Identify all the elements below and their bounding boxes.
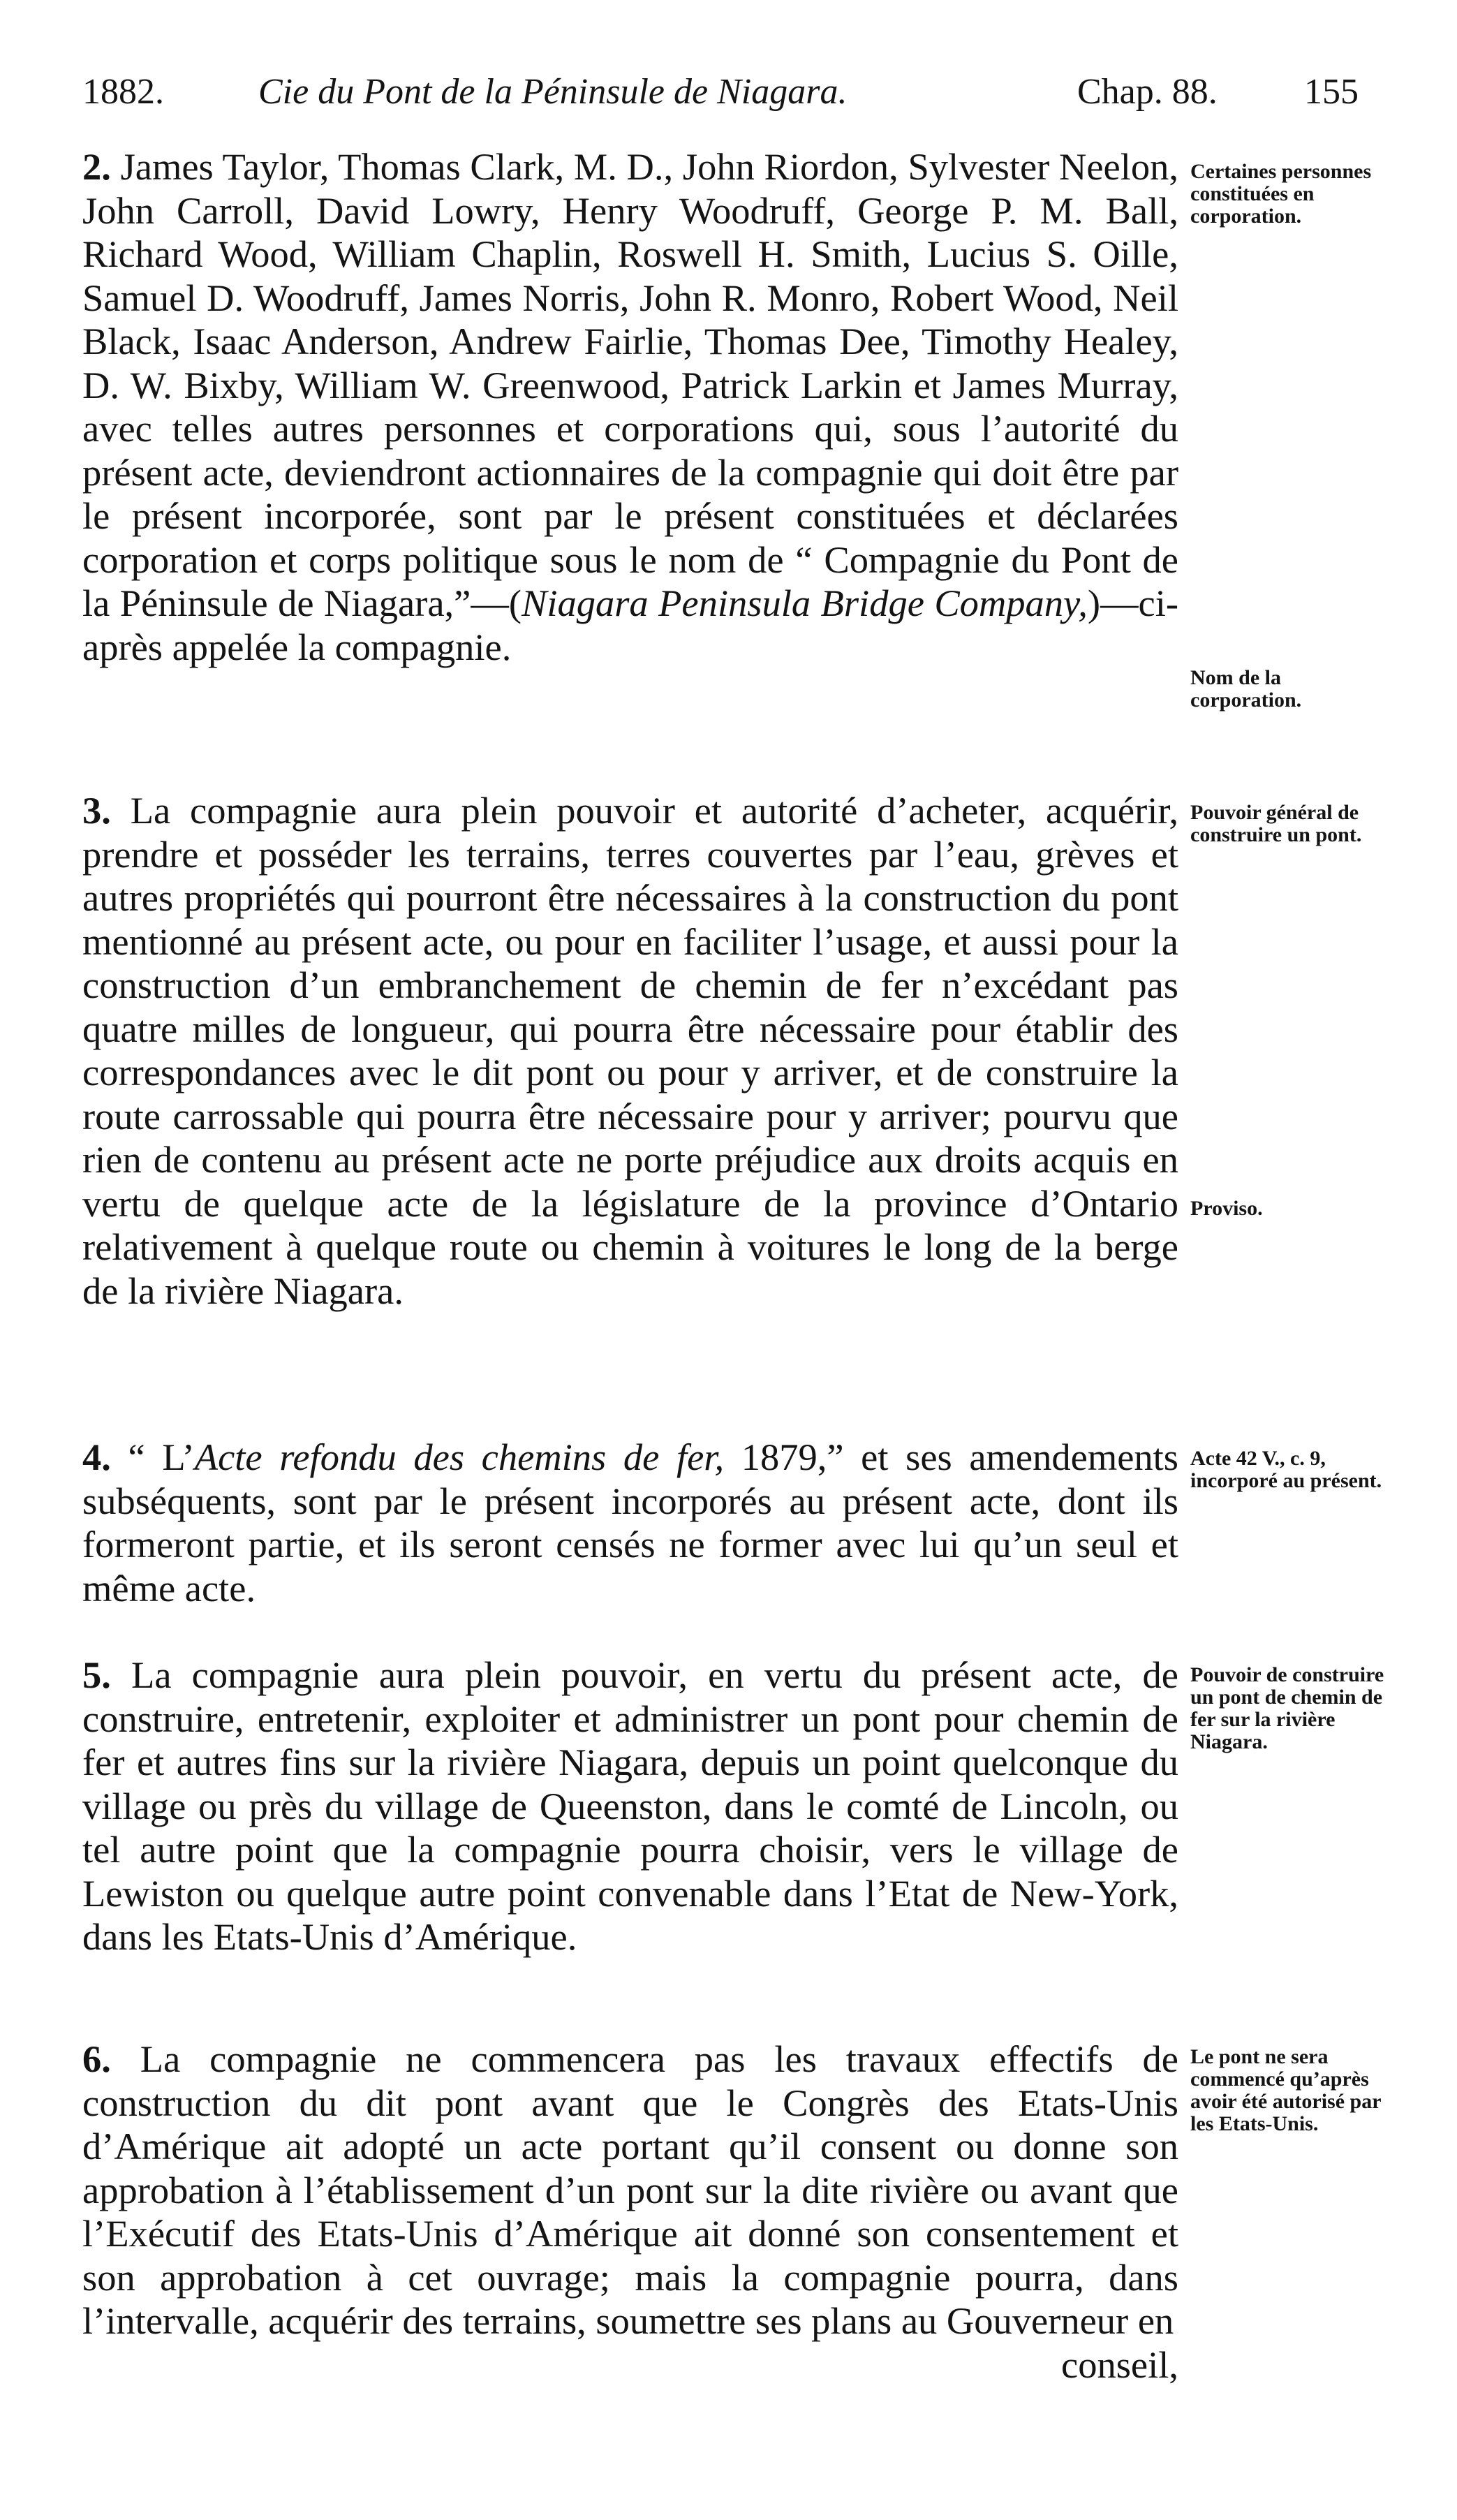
section-continuation: conseil, xyxy=(1061,2343,1178,2386)
section-2 xyxy=(82,145,1178,669)
page-number: 155 xyxy=(1304,72,1359,112)
section-number: 6. xyxy=(82,2038,111,2080)
running-header xyxy=(82,64,1377,120)
header-year: 1882. xyxy=(82,72,164,112)
margin-note: Acte 42 V., c. 9, incorporé au présent. xyxy=(1190,1447,1382,1492)
margin-note: Pouvoir général de construire un pont. xyxy=(1190,801,1362,846)
header-title: Cie du Pont de la Péninsule de Niagara. xyxy=(258,72,848,112)
section-text: James Taylor, Thomas Clark, M. D., John Riordon, Sylvester Neelon, John Carroll, David Lowry, Henry Woodruff, George P. M. Ball, Richard Wood, William Chaplin, Roswell H. Smith, Lucius S. Oille, Samuel D. Woodruff, James Norris, John R. Monro, Robert Wood, Neil Black, Isaac Anderson, Andrew Fairlie, Thomas Dee, Timothy Healey, D. W. Bixby, William W. Greenwood, Patrick Larkin et James Murray, avec telles autres personnes et corporations qui, sous l’autorité du présent acte, deviendront actionnaires de la compagnie qui doit être par le présent incorporée, sont par le présent constituées et déclarées corporation et corps politique sous le nom de “ Compagnie du Pont de la Péninsule de Niagara,”—( xyxy=(82,145,1179,624)
section-number: 4. xyxy=(82,1436,111,1478)
section-lead: “ L’ xyxy=(128,1436,195,1478)
margin-note: Certaines personnes constituées en corporation. xyxy=(1190,160,1372,228)
section-number: 3. xyxy=(82,789,111,832)
section-5 xyxy=(82,1653,1178,1959)
margin-note: Pouvoir de construire un pont de chemin de fer sur la rivière Niagara. xyxy=(1190,1663,1384,1753)
margin-note-proviso: Proviso. xyxy=(1190,1197,1263,1220)
section-text: La compagnie ne commencera pas les travaux effectifs de construction du dit pont avant que le Congrès des Etats-Unis d’Amérique ait adopté un acte portant qu’il consent ou donne son approbation à l’établissement d’un pont sur la dite rivière ou avant que l’Exécutif des Etats-Unis d’Amérique ait donné son consentement et son approbation à cet ouvrage; mais la compagnie pourra, dans l’intervalle, acquérir des terrains, soumettre ses plans au Gouverneur en xyxy=(82,2038,1178,2342)
section-3 xyxy=(82,789,1178,1313)
section-text: La compagnie aura plein pouvoir et autorité d’acheter, acquérir, prendre et posséder les terrains, terres couvertes par l’eau, grèves et autres propriétés qui pourront être nécessaires à la construction du pont mentionné au présent acte, ou pour en faciliter l’usage, et aussi pour la construction d’un embranchement de chemin de fer n’excédant pas quatre milles de longueur, qui pourra être nécessaire pour établir des correspondances avec le dit pont ou pour y arriver, et de construire la route carrossable qui pourra être nécessaire pour y arriver; pourvu que rien de contenu au présent acte ne porte préjudice aux droits acquis en vertu de quelque acte de la législature de la province d’Ontario relativement à quelque route ou chemin à voitures le long de la berge de la rivière Niagara. xyxy=(82,789,1178,1312)
header-chapter: Chap. 88. xyxy=(1077,72,1218,112)
section-text: La compagnie aura plein pouvoir, en vertu du présent acte, de construire, entretenir, exploiter et administrer un pont pour chemin de fer et autres fins sur la rivière Niagara, depuis un point quelconque du village ou près du village de Queenston, dans le comté de Lincoln, ou tel autre point que la compagnie pourra choisir, vers le village de Lewiston ou quelque autre point convenable dans l’Etat de New-York, dans les Etats-Unis d’Amérique. xyxy=(82,1653,1178,1958)
section-text-end: )—ci-après appelée la compagnie. xyxy=(82,582,1178,668)
section-text: 1879,” et ses amendements subséquents, sont par le présent incorporés au présent acte, dont ils formeront partie, et ils seront censés ne former avec lui qu’un seul et même acte. xyxy=(82,1436,1178,1609)
section-number: 5. xyxy=(82,1653,111,1696)
section-number: 2. xyxy=(82,145,111,188)
section-4 xyxy=(82,1436,1178,1610)
margin-note: Le pont ne sera commencé qu’après avoir été autorisé par les Etats-Unis. xyxy=(1190,2045,1382,2135)
section-italic-text: Niagara Peninsula Bridge Company, xyxy=(521,582,1088,624)
section-italic-text: Acte refondu des chemins de fer, xyxy=(194,1436,725,1478)
section-6 xyxy=(82,2038,1178,2387)
margin-note: Nom de la corporation. xyxy=(1190,666,1302,712)
